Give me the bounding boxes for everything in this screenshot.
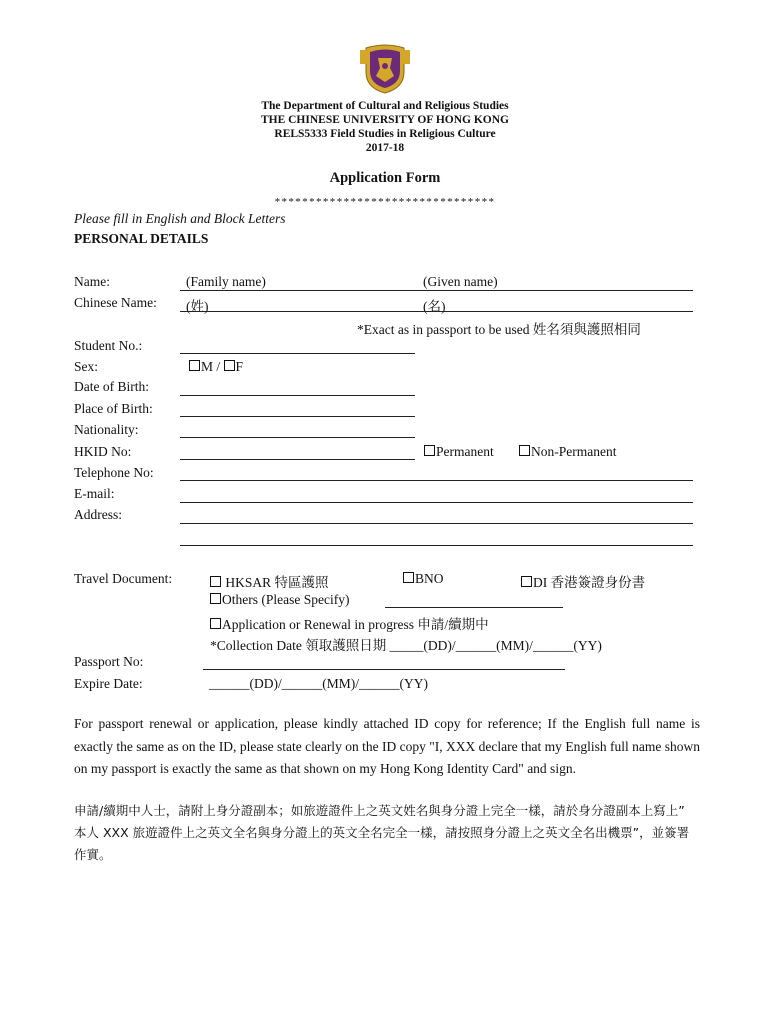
pob-label: Place of Birth: [74, 401, 153, 416]
academic-year: 2017-18 [365, 142, 405, 154]
hkid-field-line[interactable] [180, 459, 415, 460]
non-permanent-label: Non-Permanent [531, 444, 617, 459]
sex-m-label: M / [201, 359, 221, 374]
dob-label: Date of Birth: [74, 379, 149, 394]
hksar-label: HKSAR 特區護照 [225, 575, 329, 590]
university-name: THE CHINESE UNIVERSITY OF HONG KONG [260, 114, 510, 126]
telephone-label: Telephone No: [74, 465, 154, 480]
email-field-line[interactable] [180, 502, 693, 503]
permanent-option [424, 444, 494, 460]
sex-f-label: F [235, 359, 244, 374]
bno-option [403, 571, 444, 587]
expire-date-label: Expire Date: [74, 676, 143, 691]
university-crest-logo [360, 42, 410, 94]
sex-f-checkbox[interactable] [224, 360, 235, 371]
others-checkbox[interactable] [210, 593, 221, 604]
section-title: PERSONAL DETAILS [74, 231, 209, 246]
sex-m-checkbox[interactable] [189, 360, 200, 371]
student-no-field-line[interactable] [180, 353, 415, 354]
fill-instruction: Please fill in English and Block Letters [74, 211, 286, 226]
address-label: Address: [74, 507, 122, 522]
student-no-label: Student No.: [74, 338, 143, 353]
permanent-label: Permanent [436, 444, 494, 459]
others-option [210, 592, 349, 608]
email-label: E-mail: [74, 486, 115, 501]
name-field-line[interactable] [180, 290, 693, 291]
others-label: Others (Please Specify) [222, 592, 350, 607]
surname-cn-hint: (姓) [186, 299, 209, 314]
passport-no-field-line[interactable] [203, 669, 565, 670]
chinese-name-field-line[interactable] [180, 311, 693, 312]
form-title: Application Form [329, 170, 441, 186]
telephone-field-line[interactable] [180, 480, 693, 481]
star-divider: ******************************** [274, 196, 496, 208]
expire-date-value: ______(DD)/______(MM)/______(YY) [209, 676, 428, 691]
permanent-checkbox[interactable] [424, 445, 435, 456]
sex-options [189, 359, 243, 375]
bno-label: BNO [415, 571, 444, 586]
non-permanent-checkbox[interactable] [519, 445, 530, 456]
passport-no-label: Passport No: [74, 654, 144, 669]
hksar-checkbox[interactable] [210, 576, 221, 587]
address-field-line-2[interactable] [180, 545, 693, 546]
nationality-field-line[interactable] [180, 437, 415, 438]
passport-note: *Exact as in passport to be used 姓名須與護照相同 [357, 322, 641, 337]
di-option [521, 571, 645, 591]
others-field-line[interactable] [385, 607, 563, 608]
given-name-hint: (Given name) [423, 274, 498, 289]
application-checkbox[interactable] [210, 618, 221, 629]
collection-date: *Collection Date 領取護照日期 _____(DD)/______(MM)/______(YY) [210, 638, 602, 653]
hkid-label: HKID No: [74, 444, 132, 459]
di-checkbox[interactable] [521, 576, 532, 587]
non-permanent-option [519, 444, 616, 460]
hksar-option [210, 571, 329, 591]
bno-checkbox[interactable] [403, 572, 414, 583]
department-name: The Department of Cultural and Religious Studies [261, 100, 509, 112]
di-label: DI 香港簽證身份書 [533, 575, 646, 590]
family-name-hint: (Family name) [186, 274, 266, 289]
address-field-line-1[interactable] [180, 523, 693, 524]
chinese-note: 申請/續期中人士，請附上身分證副本；如旅遊證件上之英文姓名與身分證上完全一樣，請於身分證副本上寫上” 本人 XXX 旅遊證件上之英文全名與身分證上的英文全名完全一樣，請按照身分證上之英文全名出機票”，並簽署作實。 [74, 803, 690, 862]
travel-document-label: Travel Document: [74, 571, 173, 586]
given-cn-hint: (名) [423, 299, 446, 314]
pob-field-line[interactable] [180, 416, 415, 417]
sex-label: Sex: [74, 359, 99, 374]
course-name: RELS5333 Field Studies in Religious Culture [274, 128, 496, 140]
dob-field-line[interactable] [180, 395, 415, 396]
application-label: Application or Renewal in progress 申請/續期中 [222, 617, 489, 632]
application-option [210, 613, 489, 633]
english-note: For passport renewal or application, please kindly attached ID copy for reference; If the English full name is exactly the same as on the ID, please state clearly on the ID copy "I, XXX declare that my English full name shown on my passport is exactly the same as that shown on my Hong Kong Identity Card" and sign. [74, 716, 700, 776]
nationality-label: Nationality: [74, 422, 139, 437]
name-label: Name: [74, 274, 110, 289]
chinese-name-label: Chinese Name: [74, 295, 157, 310]
